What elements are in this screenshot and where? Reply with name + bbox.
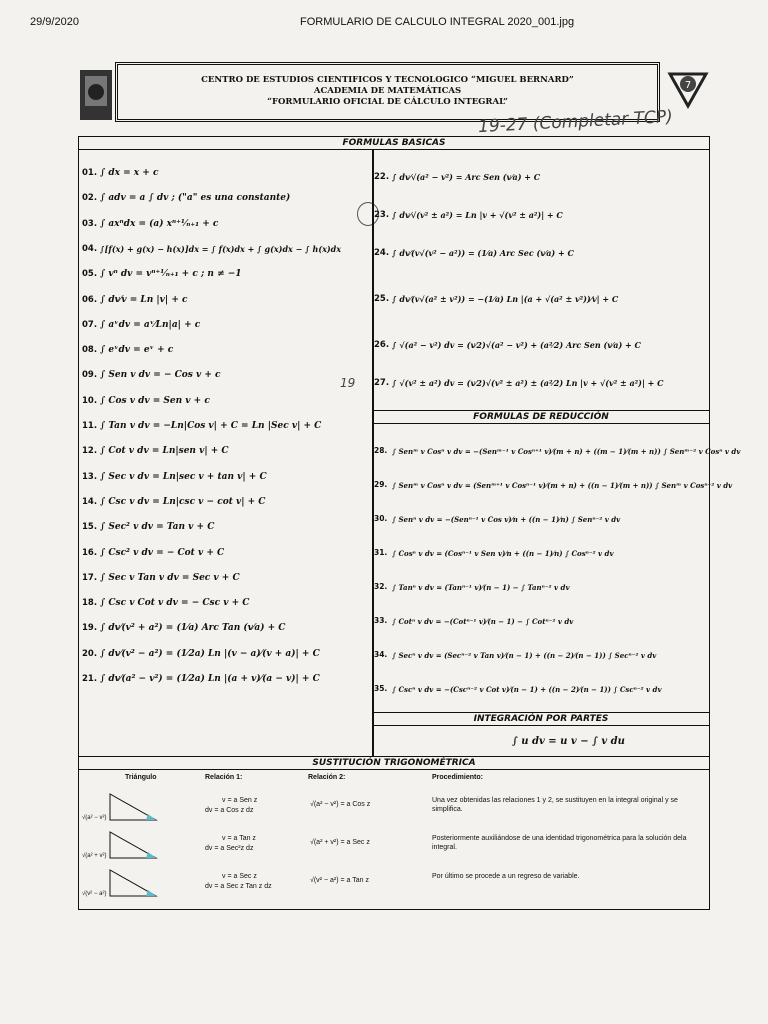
- formula: ∫ Cot v dv = Ln|sen v| + C: [100, 446, 229, 457]
- formula: ∫ dv⁄v = Ln |v| + c: [100, 294, 188, 305]
- formula: ∫ Cotⁿ v dv = −(Cotⁿ⁻¹ v)⁄(n − 1) − ∫ Cotⁿ⁻² v dv: [392, 617, 574, 626]
- relation-1-a: v = a Sec z: [222, 873, 257, 880]
- formula-number: 09.: [82, 370, 98, 381]
- handwritten-note: 19-27 (Completar TCP): [477, 106, 674, 138]
- formula: ∫[f(x) + g(x) − h(x)]dx = ∫ f(x)dx + ∫ g(x)dx − ∫ h(x)dx: [100, 243, 342, 254]
- relation-2: √(a² + v²) = a Sec z: [310, 839, 370, 846]
- formula-number: 01.: [82, 168, 98, 178]
- triangle-side: √(a² + v²): [82, 853, 107, 859]
- formula-number: 10.: [82, 395, 98, 406]
- formula: ∫ dv⁄(v√(v² − a²)) = (1⁄a) Arc Sec (v⁄a) + C: [392, 248, 574, 258]
- formula: ∫ Sec² v dv = Tan v + C: [100, 522, 215, 533]
- relation-1-a: v = a Sen z: [222, 797, 258, 804]
- relation-1-a: v = a Tan z: [222, 835, 256, 842]
- document-title: “FORMULARIO OFICIAL DE CÁLCULO INTEGRAL”: [267, 97, 508, 107]
- formula: ∫ Cosⁿ v dv = (Cosⁿ⁻¹ v Sen v)⁄n + ((n − 1)⁄n) ∫ Cosⁿ⁻² v dv: [392, 549, 614, 558]
- formula-number: 05.: [82, 269, 98, 280]
- right-triangle-icon: [108, 868, 158, 898]
- integration-by-parts-formula: ∫ u dv = u v − ∫ v du: [512, 736, 625, 747]
- formula: ∫ √(a² − v²) dv = (v⁄2)√(a² − v²) + (a²⁄2) Arc Sen (v⁄a) + C: [392, 340, 641, 350]
- procedure-text: Por último se procede a un regreso de variable.: [432, 873, 580, 880]
- formula: ∫ dv⁄(a² − v²) = (1⁄2a) Ln |(a + v)⁄(a − v)| + C: [100, 674, 320, 684]
- header-relation-1: Relación 1:: [205, 774, 243, 781]
- section-integration-by-parts: INTEGRACIÓN POR PARTES: [372, 712, 710, 726]
- formula: ∫ Csc v Cot v dv = − Csc v + C: [100, 598, 250, 609]
- formula: ∫ √(v² ± a²) dv = (v⁄2)√(v² ± a²) ± (a²⁄2) Ln |v + √(v² ± a²)| + C: [392, 378, 664, 388]
- institution-name: CENTRO DE ESTUDIOS CIENTIFICOS Y TECNOLOGICO “MIGUEL BERNARD”: [201, 75, 574, 85]
- section-reduction-formulas: FORMULAS DE REDUCCIÓN: [372, 410, 710, 424]
- formula-number: 27.: [374, 378, 390, 388]
- procedure-text: Posteriormente auxiliándose de una identidad trigonométrica para la solución dela integral.: [432, 835, 687, 851]
- formula: ∫ Sen v dv = − Cos v + c: [100, 370, 221, 381]
- formula-number: 33.: [374, 616, 388, 625]
- formula: ∫ adv = a ∫ dv ; ("a" es una constante): [100, 193, 291, 204]
- formula: ∫ dv⁄√(v² ± a²) = Ln |v + √(v² ± a²)| + C: [392, 210, 563, 220]
- formula: ∫ Sec v dv = Ln|sec v + tan v| + C: [100, 471, 267, 482]
- triangle-side: √(v² − a²): [82, 891, 107, 897]
- header-relation-2: Relación 2:: [308, 774, 346, 781]
- formula: ∫ Senⁿ v dv = −(Senⁿ⁻¹ v Cos v)⁄n + ((n − 1)⁄n) ∫ Senⁿ⁻² v dv: [392, 515, 621, 524]
- formula: ∫ Tan v dv = −Ln|Cos v| + C = Ln |Sec v| + C: [100, 421, 322, 431]
- formula-number: 24.: [374, 248, 390, 258]
- formula-number: 15.: [82, 522, 98, 533]
- print-filename: FORMULARIO DE CALCULO INTEGRAL 2020_001.jpg: [300, 16, 575, 28]
- procedure-text: Una vez obtenidas las relaciones 1 y 2, se sustituyen en la integral original y se simplifica.: [432, 797, 678, 813]
- formula-number: 17.: [82, 572, 98, 583]
- formula-number: 29.: [374, 480, 388, 489]
- formula: ∫ Csc v dv = Ln|csc v − cot v| + C: [100, 496, 266, 507]
- formula-number: 06.: [82, 294, 98, 305]
- section-trig-substitution: SUSTITUCIÓN TRIGONOMÉTRICA: [78, 756, 710, 770]
- formula-number: 11.: [82, 421, 98, 431]
- formula-number: 12.: [82, 446, 98, 457]
- formula-number: 07.: [82, 319, 98, 330]
- relation-2: √(v² − a²) = a Tan z: [310, 877, 369, 884]
- formula-number: 23.: [374, 210, 390, 220]
- relation-1-b: dv = a Sec z Tan z dz: [205, 883, 272, 890]
- formula: ∫ Sec v Tan v dv = Sec v + C: [100, 572, 240, 583]
- formula: ∫ eᵛdv = eᵛ + c: [100, 345, 174, 356]
- svg-text:7: 7: [684, 80, 692, 91]
- formula-number: 28.: [374, 446, 388, 455]
- formula: ∫ Csc² v dv = − Cot v + C: [100, 547, 225, 558]
- formula: ∫ vⁿ dv = vⁿ⁺¹⁄ₙ₊₁ + c ; n ≠ −1: [100, 269, 242, 280]
- formula-number: 18.: [82, 598, 98, 609]
- formula-number: 35.: [374, 684, 388, 693]
- formula-number: 19.: [82, 623, 98, 634]
- formula: ∫ dv⁄√(a² − v²) = Arc Sen (v⁄a) + C: [392, 172, 541, 182]
- formula-number: 34.: [374, 650, 388, 659]
- formula: ∫ Senᵐ v Cosⁿ v dv = (Senᵐ⁺¹ v Cosⁿ⁻¹ v)⁄(m + n) + ((n − 1)⁄(m + n)) ∫ Senᵐ v Cosⁿ⁻² v dv: [392, 481, 733, 490]
- formula: ∫ Secⁿ v dv = (Secⁿ⁻² v Tan v)⁄(n − 1) + ((n − 2)⁄(n − 1)) ∫ Secⁿ⁻² v dv: [392, 651, 657, 660]
- formula: ∫ Cscⁿ v dv = −(Cscⁿ⁻² v Cot v)⁄(n − 1) + ((n − 2)⁄(n − 1)) ∫ Cscⁿ⁻² v dv: [392, 685, 662, 694]
- right-triangle-icon: [108, 830, 158, 860]
- formula: ∫ dx = x + c: [100, 168, 159, 178]
- formula: ∫ Cos v dv = Sen v + c: [100, 395, 210, 406]
- handwritten-19: 19: [340, 376, 356, 390]
- formula-number: 20.: [82, 648, 98, 659]
- formula: ∫ dv⁄(v² + a²) = (1⁄a) Arc Tan (v⁄a) + C: [100, 623, 286, 634]
- formula-number: 26.: [374, 340, 390, 350]
- formula: ∫ aᵛdv = aᵛ⁄Ln|a| + c: [100, 319, 201, 330]
- formula-number: 30.: [374, 514, 388, 523]
- formula-number: 25.: [374, 294, 390, 304]
- academy-name: ACADEMIA DE MATEMÁTICAS: [313, 86, 462, 96]
- header-triangle: Triángulo: [125, 774, 157, 781]
- formula-number: 08.: [82, 345, 98, 356]
- formula: ∫ Tanⁿ v dv = (Tanⁿ⁻¹ v)⁄(n − 1) − ∫ Tanⁿ⁻² v dv: [392, 583, 570, 592]
- formula: ∫ Senᵐ v Cosⁿ v dv = −(Senᵐ⁻¹ v Cosⁿ⁺¹ v)⁄(m + n) + ((m − 1)⁄(m + n)) ∫ Senᵐ⁻² v Cosⁿ v dv: [392, 447, 741, 456]
- relation-1-b: dv = a Sec²z dz: [205, 845, 254, 852]
- formula: ∫ dv⁄(v² − a²) = (1⁄2a) Ln |(v − a)⁄(v + a)| + C: [100, 648, 320, 659]
- print-date: 29/9/2020: [30, 16, 79, 28]
- ipn-logo-icon: [78, 68, 114, 122]
- relation-2: √(a² − v²) = a Cos z: [310, 801, 371, 808]
- formula-number: 04.: [82, 243, 98, 254]
- right-triangle-icon: [108, 792, 158, 822]
- section-basic-formulas: FORMULAS BASICAS: [78, 136, 710, 150]
- formula-number: 21.: [82, 674, 98, 684]
- formula: ∫ axⁿdx = (a) xⁿ⁺¹⁄ₙ₊₁ + c: [100, 218, 219, 229]
- triangle-side: √(a² − v²): [82, 815, 107, 821]
- formula-number: 31.: [374, 548, 388, 557]
- formula-number: 03.: [82, 218, 98, 229]
- formula-number: 22.: [374, 172, 390, 182]
- formula-number: 14.: [82, 496, 98, 507]
- formula-number: 02.: [82, 193, 98, 204]
- header-procedure: Procedimiento:: [432, 774, 483, 781]
- formula-number: 16.: [82, 547, 98, 558]
- cecyt-logo-icon: [666, 66, 710, 110]
- formula: ∫ dv⁄(v√(a² ± v²)) = −(1⁄a) Ln |(a + √(a² ± v²))⁄v| + C: [392, 294, 619, 304]
- formula-number: 32.: [374, 582, 388, 591]
- relation-1-b: dv = a Cos z dz: [205, 807, 254, 814]
- formula-number: 13.: [82, 471, 98, 482]
